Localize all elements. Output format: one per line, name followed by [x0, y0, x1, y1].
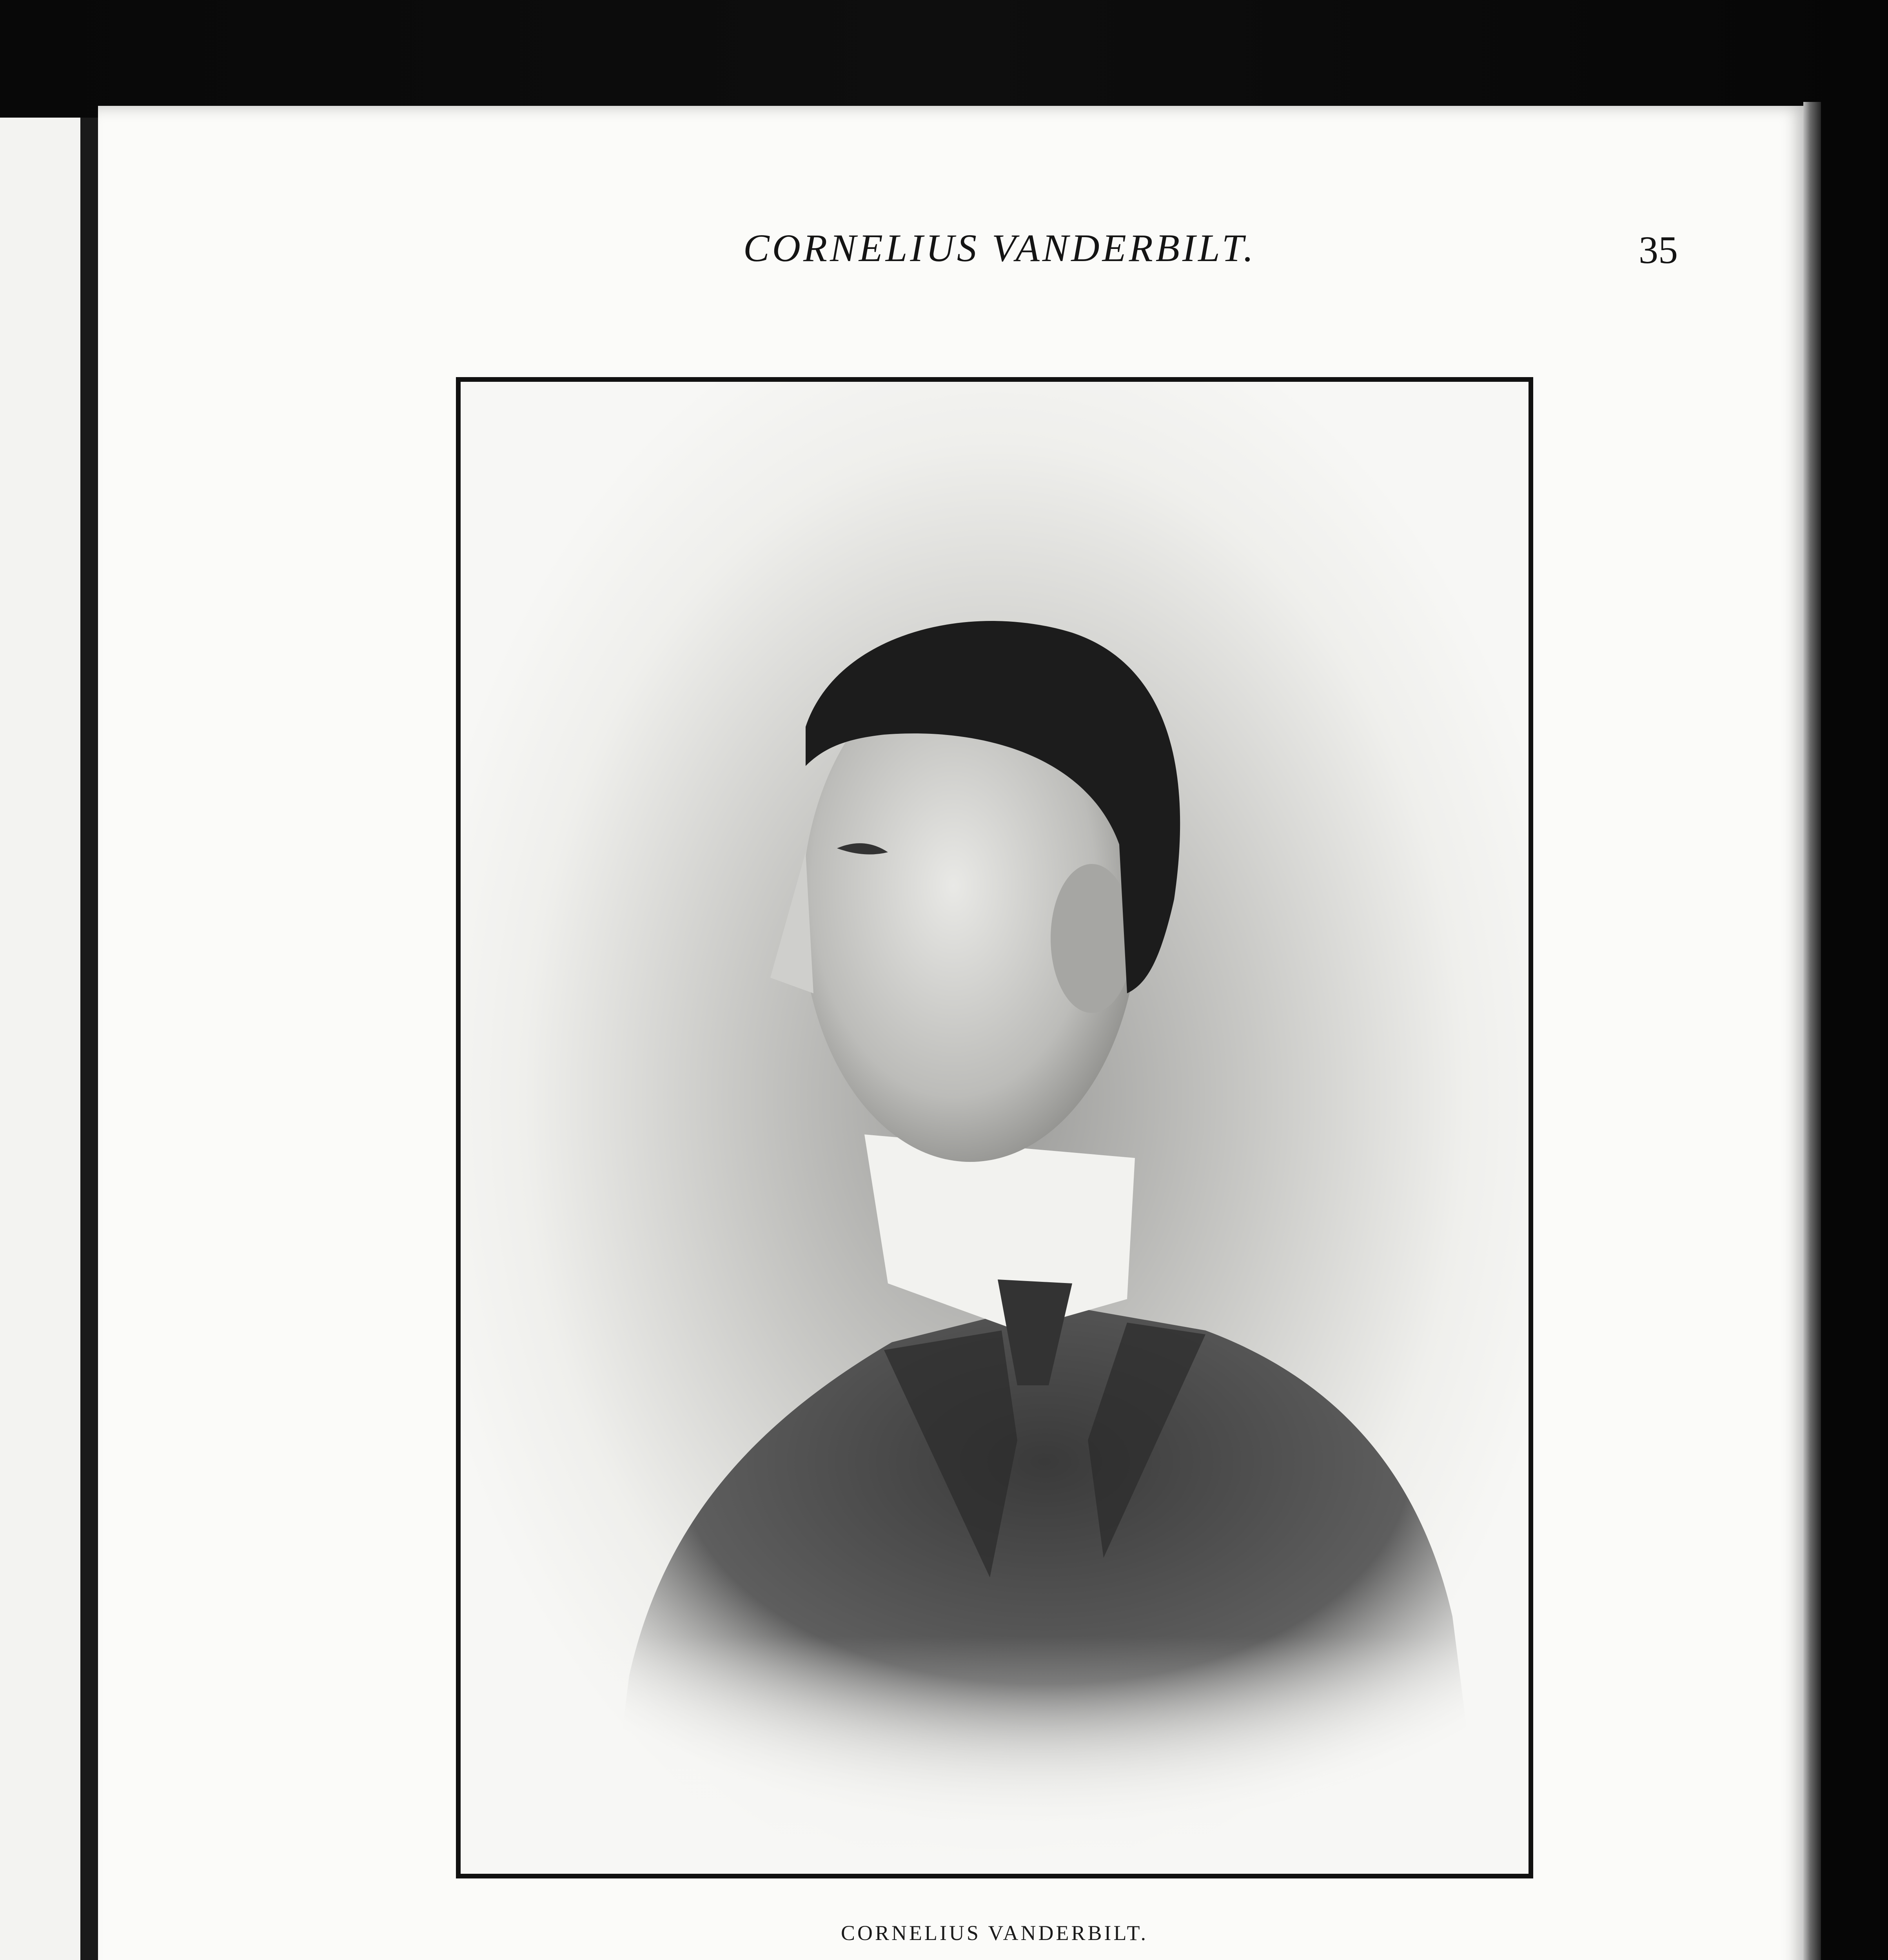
running-title: CORNELIUS VANDERBILT.: [743, 226, 1256, 270]
page-fore-edge: [1803, 102, 1821, 1960]
page-number: 35: [1639, 228, 1678, 272]
portrait-photo: [461, 382, 1529, 1874]
ear-shape: [1051, 864, 1133, 1013]
facing-page-edge: [0, 118, 82, 1960]
plate-caption: CORNELIUS VANDERBILT.: [841, 1921, 1149, 1945]
portrait-plate: [456, 377, 1533, 1878]
photo-fade: [461, 1636, 1529, 1874]
book-gutter: [80, 118, 98, 1960]
